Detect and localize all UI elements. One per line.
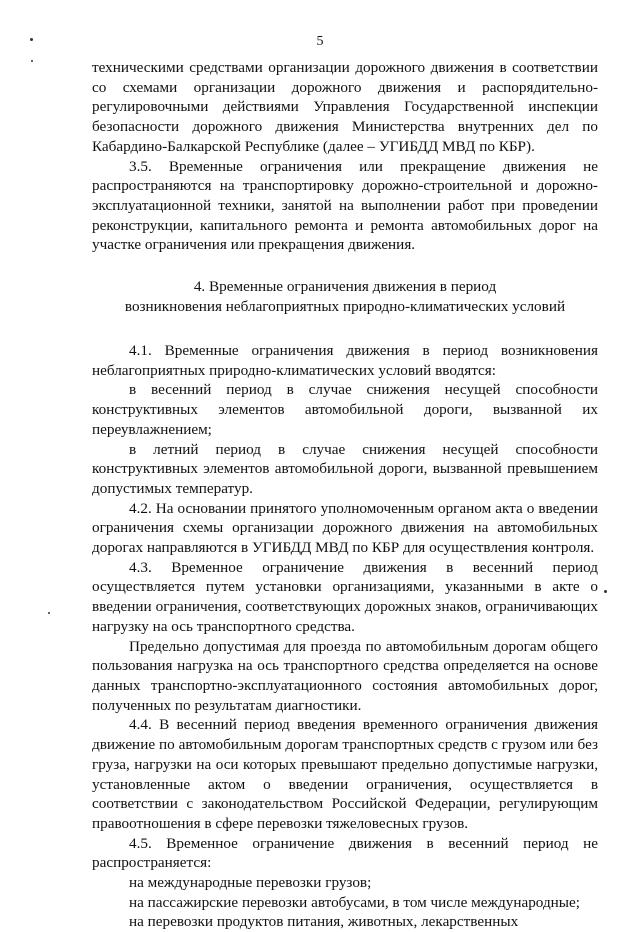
list-item: в летний период в случае снижения несущей способности конструктивных элементов автомобильной дороги, вызванной превышением допустимых температур.	[92, 440, 598, 497]
paragraph: техническими средствами организации дорожного движения в соответствии со схемами организации дорожного движения и распорядительно-регулировочными действиями Управления Государственной инспекции безопасности дорожного движения Министерства внутренних дел по Кабардино-Балкарской Республике (далее – УГИБДД МВД по КБР).	[92, 59, 598, 155]
section-heading-line: 4. Временные ограничения движения в период	[193, 278, 497, 296]
scan-speck	[31, 60, 33, 62]
list-item: в весенний период в случае снижения несущей способности конструктивных элементов автомобильной дороги, вызванной их переувлажнением;	[92, 381, 598, 438]
paragraph: 4.3. Временное ограничение движения в весенний период осуществляется путем установки организациями, указанными в акте о введении ограничения, соответствующих дорожных знаков, ограничивающих нагрузку на ось транспортного средства.	[92, 558, 598, 635]
section-heading-line: возникновения неблагоприятных природно-климатических условий	[124, 298, 566, 316]
paragraph: 3.5. Временные ограничения или прекращение движения не распространяются на транспортировку дорожно-строительной и дорожно-эксплуатационной техники, занятой на выполнении работ при проведении реконструкции, капитального ремонта и ремонта автомобильных дорог на участке ограничения или прекращения движения.	[92, 157, 598, 254]
section-heading	[92, 277, 598, 317]
scan-speck	[604, 590, 607, 593]
paragraph: 4.1. Временные ограничения движения в период возникновения неблагоприятных природно-климатических условий вводятся:	[92, 342, 598, 379]
paragraph: 4.2. На основании принятого уполномоченным органом акта о введении ограничения схемы организации дорожного движения на автомобильных дорогах направляются в УГИБДД МВД по КБР для осуществления контроля.	[92, 499, 598, 557]
list-item: на международные перевозки грузов;	[129, 874, 372, 892]
document-body	[92, 58, 598, 932]
list-item: на перевозки продуктов питания, животных, лекарственных	[129, 913, 519, 931]
scan-speck	[48, 612, 50, 614]
list-item: на пассажирские перевозки автобусами, в том числе международные;	[129, 893, 580, 911]
paragraph: 4.4. В весенний период введения временного ограничения движения движение по автомобильным дорогам транспортных средств с грузом или без груза, нагрузки на оси которых превышают предельно допустимые нагрузки, установленные актом о введении ограничения, осуществляется в соответствии с законодательством Российской Федерации, регулирующим правоотношения в сфере перевозки тяжеловесных грузов.	[92, 716, 598, 832]
paragraph: 4.5. Временное ограничение движения в весенний период не распространяется:	[92, 834, 598, 872]
page-number: 5	[316, 34, 324, 49]
paragraph: Предельно допустимая для проезда по автомобильным дорогам общего пользования нагрузка на ось транспортного средства определяется на основе данных транспортно-эксплуатационного состояния автомобильных дорог, полученных по результатам диагностики.	[92, 637, 598, 714]
scan-speck	[30, 38, 33, 41]
